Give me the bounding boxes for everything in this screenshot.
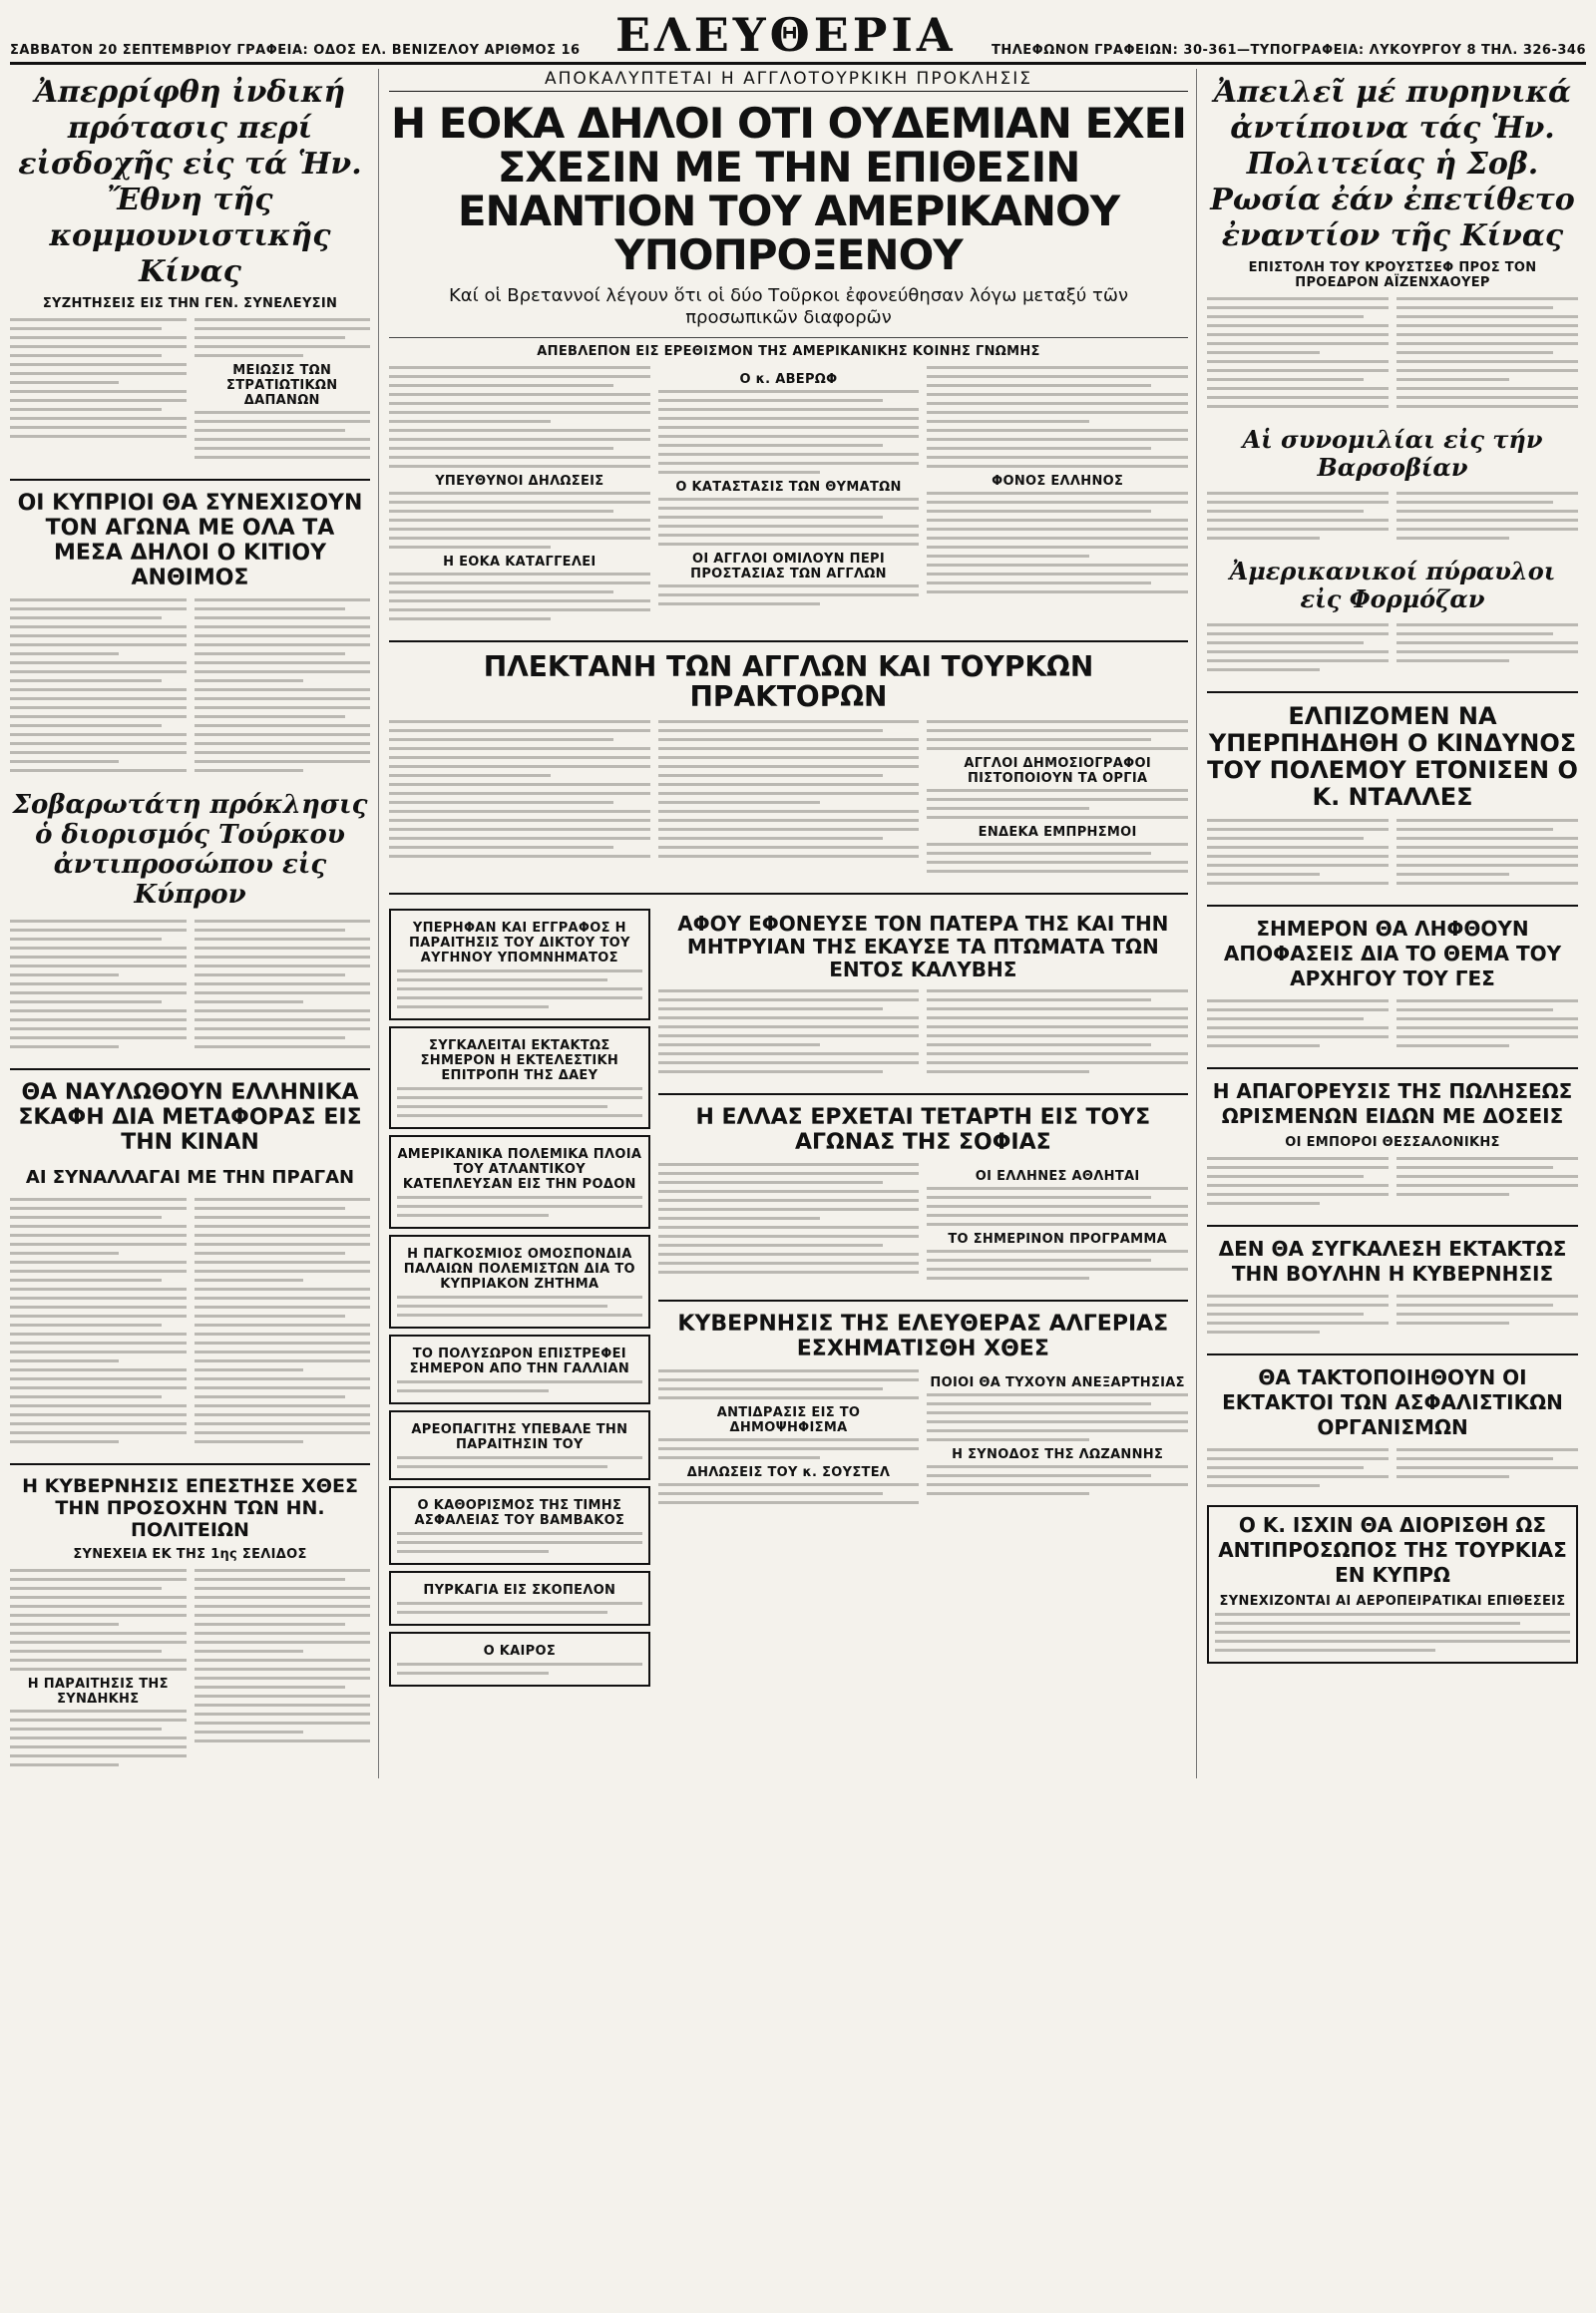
right-column bbox=[1207, 69, 1586, 1778]
subhead-british-protection: ΟΙ ΑΓΓΛΟΙ ΟΜΙΛΟΥΝ ΠΕΡΙ ΠΡΟΣΤΑΣΙΑΣ ΤΩΝ ΑΓΓΛΩΝ bbox=[690, 552, 887, 581]
box-cotton-price: Ο ΚΑΘΟΡΙΣΜΟΣ ΤΗΣ ΤΙΜΗΣ ΑΣΦΑΛΕΙΑΣ ΤΟΥ ΒΑΜΒΑΚΟΣ bbox=[414, 1498, 625, 1528]
headline-warsaw-talks: Αἱ συνομιλίαι εἰς τήν Βαρσοβίαν bbox=[1242, 425, 1543, 482]
headline-ischin-representative: Ο Κ. ΙΣΧΙΝ ΘΑ ΔΙΟΡΙΣΘΗ ΩΣ ΑΝΤΙΠΡΟΣΩΠΟΣ ΤΗΣ ΤΟΥΡΚΙΑΣ ΕΝ ΚΥΠΡΩ bbox=[1218, 1513, 1567, 1587]
box-us-ships-rhodes: ΑΜΕΡΙΚΑΝΙΚΑ ΠΟΛΕΜΙΚΑ ΠΛΟΙΑ ΤΟΥ ΑΤΛΑΝΤΙΚΟΥ ΚΑΤΕΠΛΕΥΣΑΝ ΕΙΣ ΤΗΝ ΡΟΔΟΝ bbox=[397, 1147, 642, 1192]
subhead-pact-resignation: Η ΠΑΡΑΙΤΗΣΙΣ ΤΗΣ ΣΥΝΔΗΚΗΣ bbox=[27, 1677, 169, 1707]
subhead-continued-page1: ΣΥΝΕΧΕΙΑ ΕΚ ΤΗΣ 1ης ΣΕΛΙΔΟΣ bbox=[73, 1547, 307, 1562]
subhead-lausanne-session: Η ΣΥΝΟΔΟΣ ΤΗΣ ΛΩΖΑΝΝΗΣ bbox=[952, 1447, 1164, 1462]
box-skopelos-fire: ΠΥΡΚΑΓΙΑ ΕΙΣ ΣΚΟΠΕΛΟΝ bbox=[423, 1583, 616, 1598]
subhead-soustelle-statements: ΔΗΛΩΣΕΙΣ ΤΟΥ κ. ΣΟΥΣΤΕΛ bbox=[686, 1465, 891, 1480]
subhead-air-piracy: ΣΥΝΕΧΙΖΟΝΤΑΙ ΑΙ ΑΕΡΟΠΕΙΡΑΤΙΚΑΙ ΕΠΙΘΕΣΕΙΣ bbox=[1219, 1594, 1566, 1609]
headline-parliament-not-convened: ΔΕΝ ΘΑ ΣΥΓΚΑΛΕΣΗ ΕΚΤΑΚΤΩΣ ΤΗΝ ΒΟΥΛΗΝ Η ΚΥΒΕΡΝΗΣΙΣ bbox=[1218, 1237, 1567, 1286]
headline-anglo-turkish-plot: ΠΛΕΚΤΑΝΗ ΤΩΝ ΑΓΓΛΩΝ ΚΑΙ ΤΟΥΡΚΩΝ ΠΡΑΚΤΟΡΩΝ bbox=[483, 650, 1094, 713]
subhead-british-journalists: ΑΓΓΛΟΙ ΔΗΜΟΣΙΟΓΡΑΦΟΙ ΠΙΣΤΟΠΟΙΟΥΝ ΤΑ ΟΡΓΙΑ bbox=[964, 756, 1151, 786]
subhead-eleven-arsons: ΕΝΔΕΚΑ ΕΜΠΡΗΣΜΟΙ bbox=[978, 825, 1137, 840]
masthead bbox=[10, 6, 1586, 65]
masthead-phones: ΤΗΛΕΦΩΝΟΝ ΓΡΑΦΕΙΩΝ: 30-361—ΤΥΠΟΓΡΑΦΕΙΑ: ΛΥΚΟΥΡΓΟΥ 8 ΤΗΛ. 326-346 bbox=[991, 43, 1586, 58]
headline-turkish-representative: Σοβαρωτάτη πρόκλησις ὁ διορισμός Τούρκου ἀντιπροσώπου εἰς Κύπρον bbox=[12, 790, 368, 910]
subhead-military-spending: ΜΕΙΩΣΙΣ ΤΩΝ ΣΤΡΑΤΙΩΤΙΚΩΝ ΔΑΠΑΝΩΝ bbox=[226, 363, 338, 408]
headline-greece-fourth-sofia: Η ΕΛΛΑΣ ΕΡΧΕΤΑΙ ΤΕΤΑΡΤΗ ΕΙΣ ΤΟΥΣ ΑΓΩΝΑΣ ΤΗΣ ΣΟΦΙΑΣ bbox=[695, 1105, 1151, 1155]
box-weather: Ο ΚΑΙΡΟΣ bbox=[483, 1644, 557, 1659]
headline-soviet-threat: Ἀπειλεῖ μέ πυρηνικά ἀντίποινα τάς Ἡν. Πολιτείας ἡ Σοβ. Ρωσία ἐάν ἐπετίθετο ἐναντίον τῆς Κίνας bbox=[1210, 75, 1575, 253]
kicker-anglo-turkish: ΑΠΟΚΑΛΥΠΤΕΤΑΙ Η ΑΓΓΛΟΤΟΥΡΚΙΚΗ ΠΡΟΚΛΗΣΙΣ bbox=[389, 69, 1188, 92]
box-veterans-federation: Η ΠΑΓΚΟΣΜΙΟΣ ΟΜΟΣΠΟΝΔΙΑ ΠΑΛΑΙΩΝ ΠΟΛΕΜΙΣΤΩΝ ΔΙΑ ΤΟ ΚΥΠΡΙΑΚΟΝ ΖΗΤΗΜΑ bbox=[403, 1247, 635, 1292]
headline-insurance-staff: ΘΑ ΤΑΚΤΟΠΟΙΗΘΟΥΝ ΟΙ ΕΚΤΑΚΤΟΙ ΤΩΝ ΑΣΦΑΛΙΣΤΙΚΩΝ ΟΡΓΑΝΙΣΜΩΝ bbox=[1222, 1365, 1563, 1439]
headline-algeria-government: ΚΥΒΕΡΝΗΣΙΣ ΤΗΣ ΕΛΕΥΘΕΡΑΣ ΑΛΓΕΡΙΑΣ ΕΣΧΗΜΑΤΙΣΘΗ ΧΘΕΣ bbox=[677, 1312, 1169, 1361]
headline-killed-father: ΑΦΟΥ ΕΦΟΝΕΥΣΕ ΤΟΝ ΠΑΤΕΡΑ ΤΗΣ ΚΑΙ ΤΗΝ ΜΗΤΡΥΙΑΝ ΤΗΣ ΕΚΑΥΣΕ ΤΑ ΠΤΩΜΑΤΑ ΤΩΝ ΕΝΤΟΣ ΚΑΛΥΒΗΣ bbox=[677, 912, 1169, 981]
subhead-victims-condition: Ο ΚΑΤΑΣΤΑΣΙΣ ΤΩΝ ΘΥΜΑΤΩΝ bbox=[675, 480, 902, 495]
left-column bbox=[10, 69, 379, 1778]
headline-missiles-formosa: Ἀμερικανικοί πύραυλοι εἰς Φορμόζαν bbox=[1229, 557, 1556, 613]
headline-dulles-war-danger: ΕΛΠΙΖΟΜΕΝ ΝΑ ΥΠΕΡΠΗΔΗΘΗ Ο ΚΙΝΔΥΝΟΣ ΤΟΥ ΠΟΛΕΜΟΥ ΕΤΟΝΙΣΕΝ Ο Κ. ΝΤΑΛΛΕΣ bbox=[1207, 702, 1578, 811]
subhead-greek-athletes: ΟΙ ΕΛΛΗΝΕΣ ΑΘΛΗΤΑΙ bbox=[975, 1169, 1140, 1184]
box-areopagite-resigns: ΑΡΕΟΠΑΓΙΤΗΣ ΥΠΕΒΑΛΕ ΤΗΝ ΠΑΡΑΙΤΗΣΙΝ ΤΟΥ bbox=[411, 1422, 628, 1452]
newspaper-title: ΕΛΕΥΘΕΡΙΑ bbox=[614, 8, 957, 62]
headline-installment-sales-ban: Η ΑΠΑΓΟΡΕΥΣΙΣ ΤΗΣ ΠΩΛΗΣΕΩΣ ΩΡΙΣΜΕΝΩΝ ΕΙΔΩΝ ΜΕ ΔΟΣΕΙΣ bbox=[1212, 1079, 1573, 1128]
subhead-thessaloniki-merchants: ΟΙ ΕΜΠΟΡΟΙ ΘΕΣΣΑΛΟΝΙΚΗΣ bbox=[1285, 1135, 1500, 1150]
box-digital-memo: ΥΠΕΡΗΦΑΝ ΚΑΙ ΕΓΓΡΑΦΟΣ Η ΠΑΡΑΙΤΗΣΙΣ ΤΟΥ ΔΙΚΤΟΥ ΤΟΥ ΑΥΓΗΝΟΥ ΥΠΟΜΝΗΜΑΤΟΣ bbox=[408, 921, 630, 965]
subhead-todays-program: ΤΟ ΣΗΜΕΡΙΝΟΝ ΠΡΟΓΡΑΜΜΑ bbox=[948, 1232, 1167, 1247]
main-headline-eoka: Η ΕΟΚΑ ΔΗΛΟΙ ΟΤΙ ΟΥΔΕΜΙΑΝ ΕΧΕΙ ΣΧΕΣΙΝ ΜΕ ΤΗΝ ΕΠΙΘΕΣΙΝ ΕΝΑΝΤΙΟΝ ΤΟΥ ΑΜΕΡΙΚΑΝΟΥ ΥΠΟΠΡΟΞΕΝΟΥ bbox=[391, 99, 1186, 279]
newspaper-page bbox=[10, 6, 1586, 2300]
center-column bbox=[389, 69, 1197, 1778]
headline-cypriots-continue: ΟΙ ΚΥΠΡΙΟΙ ΘΑ ΣΥΝΕΧΙΣΟΥΝ ΤΟΝ ΑΓΩΝΑ ΜΕ ΟΛΑ ΤΑ ΜΕΣΑ ΔΗΛΟΙ Ο ΚΙΤΙΟΥ ΑΝΘΙΜΟΣ bbox=[17, 491, 363, 590]
subhead-american-opinion: ΑΠΕΒΛΕΠΟΝ ΕΙΣ ΕΡΕΘΙΣΜΟΝ ΤΗΣ ΑΜΕΡΙΚΑΝΙΚΗΣ ΚΟΙΝΗΣ ΓΝΩΜΗΣ bbox=[537, 344, 1040, 359]
subhead-general-assembly: ΣΥΖΗΤΗΣΕΙΣ ΕΙΣ ΤΗΝ ΓΕΝ. ΣΥΝΕΛΕΥΣΙΝ bbox=[42, 296, 338, 311]
subhead-who-independence: ΠΟΙΟΙ ΘΑ ΤΥΧΟΥΝ ΑΝΕΞΑΡΤΗΣΙΑΣ bbox=[930, 1375, 1185, 1390]
headline-ges-chief-decisions: ΣΗΜΕΡΟΝ ΘΑ ΛΗΦΘΟΥΝ ΑΠΟΦΑΣΕΙΣ ΔΙΑ ΤΟ ΘΕΜΑ ΤΟΥ ΑΡΧΗΓΟΥ ΤΟΥ ΓΕΣ bbox=[1223, 917, 1562, 990]
box-daey-committee: ΣΥΓΚΑΛΕΙΤΑΙ ΕΚΤΑΚΤΩΣ ΣΗΜΕΡΟΝ Η ΕΚΤΕΛΕΣΤΙΚΗ ΕΠΙΤΡΟΠΗ ΤΗΣ ΔΑΕΥ bbox=[420, 1038, 619, 1083]
subhead-referendum-reaction: ΑΝΤΙΔΡΑΣΙΣ ΕΙΣ ΤΟ ΔΗΜΟΨΗΦΙΣΜΑ bbox=[716, 1405, 861, 1435]
subhead-eoka-denounces: Η ΕΟΚΑ ΚΑΤΑΓΓΕΛΕΙ bbox=[443, 555, 597, 570]
subhead-khrushchev-letter: ΕΠΙΣΤΟΛΗ ΤΟΥ ΚΡΟΥΣΤΣΕΦ ΠΡΟΣ ΤΟΝ ΠΡΟΕΔΡΟΝ ΑΪΖΕΝΧΑΟΥΕΡ bbox=[1248, 260, 1537, 290]
deck-british-say: Καί οἱ Βρεταννοί λέγουν ὅτι οἱ δύο Τοῦρκοι ἐφονεύθησαν λόγω μεταξύ τῶν προσωπικῶν διαφορῶν bbox=[448, 285, 1129, 328]
subhead-responsible-statements: ΥΠΕΥΘΥΝΟΙ ΔΗΛΩΣΕΙΣ bbox=[435, 474, 604, 489]
subhead-greek-murder: ΦΟΝΟΣ ΕΛΛΗΝΟΣ bbox=[992, 474, 1124, 489]
headline-government-us-attention: Η ΚΥΒΕΡΝΗΣΙΣ ΕΠΕΣΤΗΣΕ ΧΘΕΣ ΤΗΝ ΠΡΟΣΟΧΗΝ ΤΩΝ ΗΝ. ΠΟΛΙΤΕΙΩΝ bbox=[22, 1475, 358, 1541]
box-polysoron-returns: ΤΟ ΠΟΛΥΣΩΡΟΝ ΕΠΙΣΤΡΕΦΕΙ ΣΗΜΕΡΟΝ ΑΠΟ ΤΗΝ ΓΑΛΛΙΑΝ bbox=[409, 1347, 630, 1376]
subhead-prague-transactions: ΑΙ ΣΥΝΑΛΛΑΓΑΙ ΜΕ ΤΗΝ ΠΡΑΓΑΝ bbox=[25, 1167, 355, 1188]
subhead-averoff: Ο κ. ΑΒΕΡΩΦ bbox=[739, 372, 838, 387]
masthead-date-address: ΣΑΒΒΑΤΟΝ 20 ΣΕΠΤΕΜΒΡΙΟΥ ΓΡΑΦΕΙΑ: ΟΔΟΣ ΕΛ. ΒΕΝΙΖΕΛΟΥ ΑΡΙΘΜΟΣ 16 bbox=[10, 43, 581, 58]
headline-india-proposal: Ἀπερρίφθη ἰνδική πρότασις περί εἰσδοχῆς εἰς τά Ἡν. Ἔθνη τῆς κομμουνιστικῆς Κίνας bbox=[18, 75, 362, 289]
headline-greek-ships-china: ΘΑ ΝΑΥΛΩΘΟΥΝ ΕΛΛΗΝΙΚΑ ΣΚΑΦΗ ΔΙΑ ΜΕΤΑΦΟΡΑΣ ΕΙΣ ΤΗΝ ΚΙΝΑΝ bbox=[18, 1080, 362, 1155]
